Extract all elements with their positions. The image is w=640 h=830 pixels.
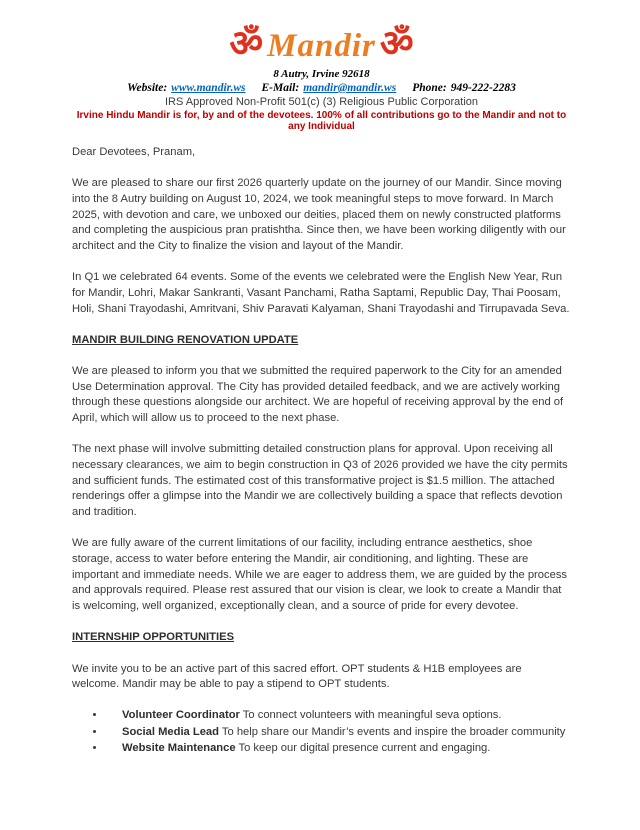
irs-status-line: IRS Approved Non-Profit 501(c) (3) Religious Public Corporation xyxy=(164,96,479,108)
paragraph-events: In Q1 we celebrated 64 events. Some of the events we celebrated were the English New Year, Run for Mandir, Lohri, Makar Sankranti, Vasant Panchami, Ratha Saptami, Republic Day, Thai Poosam, Holi, Shani Trayodashi, Amritvani, Shiv Paravati Kalyaman, Shani Trayodashi and Tirrupavada Seva. xyxy=(72,271,570,315)
email-group xyxy=(262,82,397,94)
contact-line xyxy=(72,82,571,94)
role-description: To keep our digital presence current and engaging. xyxy=(238,741,491,754)
salutation: Dear Devotees, Pranam, xyxy=(72,146,196,158)
role-description: To help share our Mandir’s events and inspire the broader community xyxy=(221,725,566,738)
list-item-social-media-lead xyxy=(106,725,571,741)
list-item-volunteer-coordinator xyxy=(106,708,571,724)
website-label: Website: xyxy=(127,82,168,94)
role-description: To connect volunteers with meaningful seva options. xyxy=(242,709,502,722)
email-label: E-Mail: xyxy=(261,82,300,94)
letter-body xyxy=(72,145,571,757)
internship-roles-list xyxy=(72,708,571,756)
section-heading-internship-opportunities: INTERNSHIP OPPORTUNITIES xyxy=(72,631,235,644)
om-icon: ॐ xyxy=(229,24,264,65)
role-title: Website Maintenance xyxy=(122,741,236,754)
email-link[interactable]: mandir@mandir.ws xyxy=(303,82,397,94)
paragraph-city-approval: We are pleased to inform you that we submitted the required paperwork to the City for an amended Use Determination approval. The City has provided detailed feedback, and we are actively working through these questions alongside our architect. We are hopeful of receiving approval by the end of April, which will allow us to proceed to the next phase. xyxy=(72,365,564,425)
org-title: Mandir xyxy=(267,28,376,64)
role-title: Volunteer Coordinator xyxy=(122,709,240,722)
phone-group xyxy=(412,82,516,94)
address-line: 8 Autry, Irvine 92618 xyxy=(273,68,370,80)
phone-number: 949-222-2283 xyxy=(450,82,516,94)
paragraph-facility-limitations: We are fully aware of the current limitations of our facility, including entrance aesthetics, shoe storage, access to water before entering the Mandir, air conditioning, and lighting. These are important and immediate needs. While we are eager to address them, we are guided by the process and approvals required. Please rest assured that our vision is clear, we look to create a Mandir that is welcoming, well organized, exceptionally clean, and a source of pride for every devotee. xyxy=(72,537,568,613)
phone-label: Phone: xyxy=(412,82,447,94)
letterhead xyxy=(72,24,571,132)
website-group xyxy=(127,82,245,94)
section-heading-renovation-update: MANDIR BUILDING RENOVATION UPDATE xyxy=(72,333,299,346)
paragraph-q1-update: We are pleased to share our first 2026 quarterly update on the journey of our Mandir. Since moving into the 8 Autry building on August 10, 2024, we took meaningful steps to move forward. In March 2025, with devotion and care, we unboxed our deities, placed them on newly constructed platforms and completing the auspicious pran pratishtha. Since then, we have been working diligently with our architect and the City to finalize the vision and layout of the Mandir. xyxy=(72,177,566,253)
role-title: Social Media Lead xyxy=(122,725,219,738)
disclaimer-line: Irvine Hindu Mandir is for, by and of the devotees. 100% of all contributions go to the Mandir and not to any Individual xyxy=(76,110,567,132)
paragraph-internship-invite: We invite you to be an active part of this sacred effort. OPT students & H1B employees are welcome. Mandir may be able to pay a stipend to OPT students. xyxy=(72,662,522,691)
mandir-title-row xyxy=(72,24,571,65)
website-link[interactable]: www.mandir.ws xyxy=(171,82,246,94)
om-icon: ॐ xyxy=(379,24,414,65)
paragraph-next-phase: The next phase will involve submitting detailed construction plans for approval. Upon receiving all necessary clearances, we aim to begin construction in Q3 of 2026 provided we have the city permits and sufficient funds. The estimated cost of this transformative project is $1.5 million. The attached renderings offer a glimpse into the Mandir we are collectively building a space that reflects devotion and tradition. xyxy=(72,443,568,519)
list-item-website-maintenance xyxy=(106,741,571,757)
